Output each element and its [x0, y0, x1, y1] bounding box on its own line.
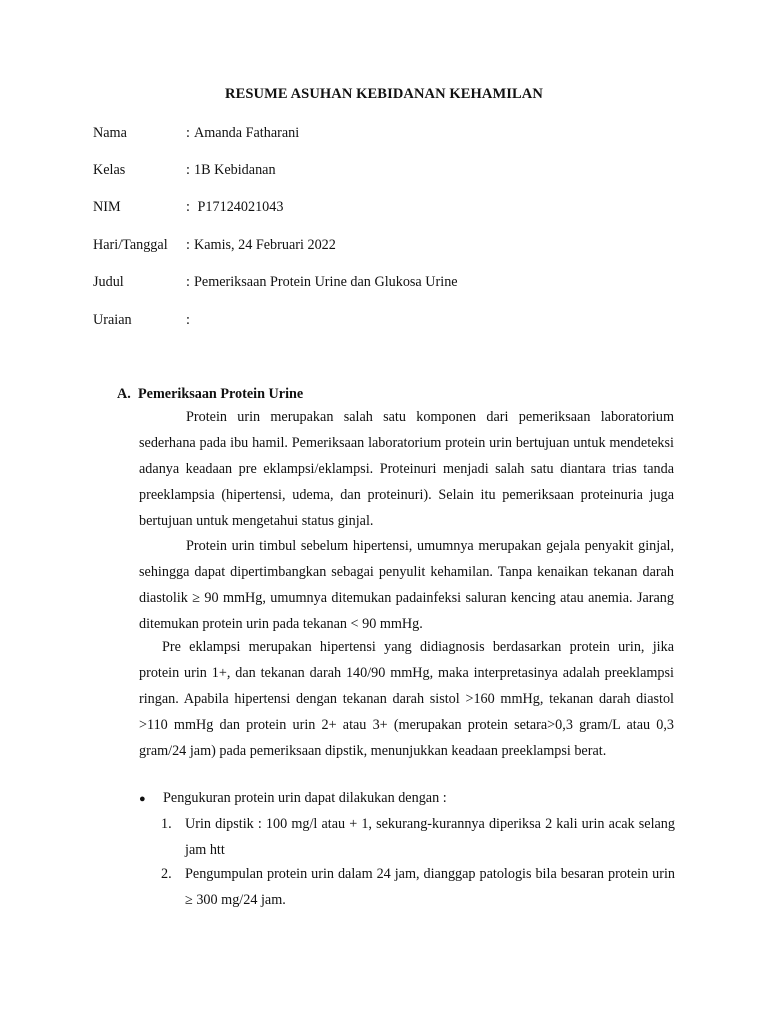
- field-label: Uraian: [93, 312, 132, 328]
- field-colon: :: [186, 274, 190, 290]
- item-text: Urin dipstik : 100 mg/l atau + 1, sekurang-kurannya diperiksa 2 kali urin acak selang jam htt: [185, 816, 675, 858]
- paragraph-1: Protein urin merupakan salah satu komponen dari pemeriksaan laboratorium sederhana pada ibu hamil. Pemeriksaan laboratorium protein urin bertujuan untuk mendeteksi adanya keadaan pre eklampsi/eklampsi. Proteinuri menjadi salah satu diantara trias tanda preeklampsia (hipertensi, udema, dan proteinuri). Selain itu pemeriksaan proteinuria juga bertujuan untuk mengetahui status ginjal.: [139, 409, 674, 529]
- bullet-dot-icon: ●: [139, 793, 146, 805]
- field-label: Judul: [93, 274, 124, 290]
- item-number: 1.: [161, 816, 172, 832]
- field-value: 1B Kebidanan: [194, 162, 276, 178]
- field-colon: :: [186, 199, 190, 215]
- field-label: Nama: [93, 125, 127, 141]
- field-label: Kelas: [93, 162, 126, 178]
- field-label: Hari/Tanggal: [93, 237, 168, 253]
- field-value: P17124021043: [194, 199, 284, 215]
- paragraph-2: Protein urin timbul sebelum hipertensi, umumnya merupakan gejala penyakit ginjal, sehingga dapat dipertimbangkan sebagai penyulit kehamilan. Tanpa kenaikan tekanan darah diastolik ≥ 90 mmHg, umumnya ditemukan padainfeksi saluran kencing atau anemia. Jarang ditemukan protein urin pada tekanan < 90 mmHg.: [139, 538, 674, 632]
- field-value: Kamis, 24 Februari 2022: [194, 237, 336, 253]
- field-label: NIM: [93, 199, 121, 215]
- paragraph-3: Pre eklampsi merupakan hipertensi yang didiagnosis berdasarkan protein urin, jika protein urin 1+, dan tekanan darah 140/90 mmHg, maka interpretasinya adalah preeklampsi ringan. Apabila hipertensi dengan tekanan darah sistol >160 mmHg, tekanan darah diastol >110 mmHg dan protein urin 2+ atau 3+ (merupakan protein setara>0,3 gram/L atau 0,3 gram/24 jam) pada pemeriksaan dipstik, menunjukkan keadaan preeklampsi berat.: [139, 639, 674, 759]
- field-colon: :: [186, 237, 190, 253]
- field-value: Amanda Fatharani: [194, 125, 300, 141]
- field-colon: :: [186, 162, 190, 178]
- field-colon: :: [186, 125, 190, 141]
- section-title: Pemeriksaan Protein Urine: [138, 386, 304, 402]
- item-number: 2.: [161, 866, 172, 882]
- item-text: Pengumpulan protein urin dalam 24 jam, dianggap patologis bila besaran protein urin ≥ 300 mg/24 jam.: [185, 866, 675, 908]
- field-value: Pemeriksaan Protein Urine dan Glukosa Urine: [194, 274, 458, 290]
- field-colon: :: [186, 312, 190, 328]
- document-title: RESUME ASUHAN KEBIDANAN KEHAMILAN: [225, 86, 543, 102]
- section-letter: A.: [117, 386, 131, 402]
- bullet-text: Pengukuran protein urin dapat dilakukan dengan :: [163, 790, 447, 806]
